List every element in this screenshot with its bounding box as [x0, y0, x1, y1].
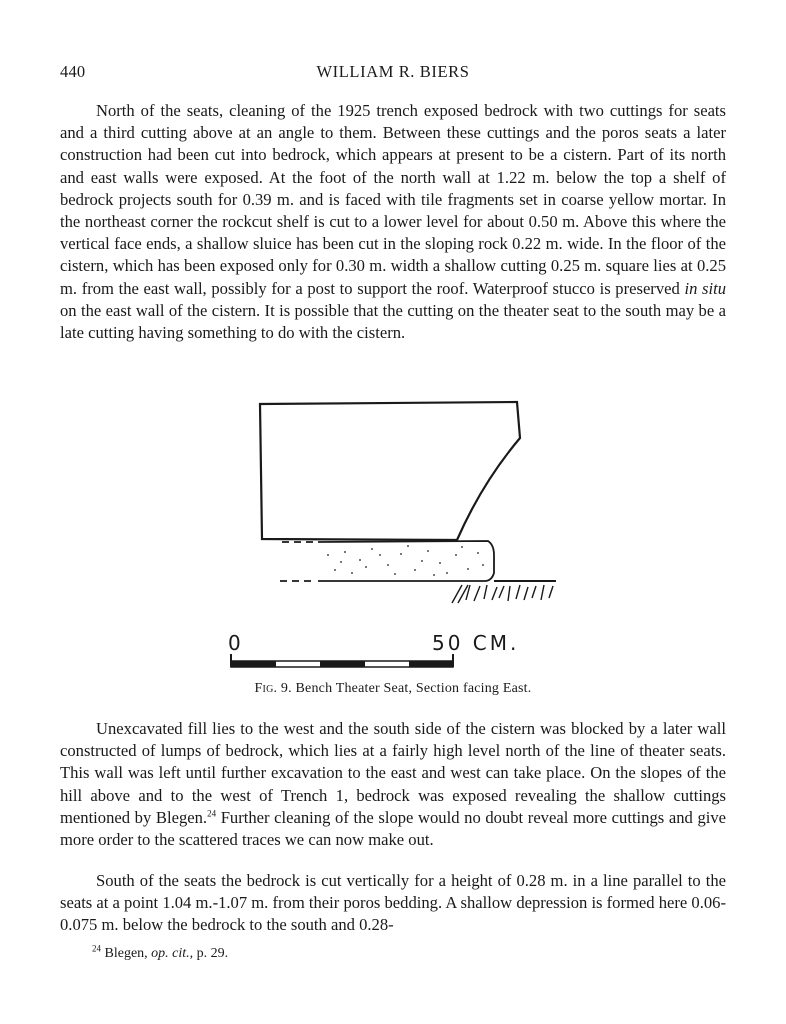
footnote-24	[92, 943, 229, 962]
paragraph-3-text: South of the seats the bedrock is cut vertically for a height of 0.28 m. in a line parallel to the seats at a point 1.04 m.-1.07 m. from their poros bedding. A shallow depression is formed here 0.06-0.075 m. below the bedrock to the south and 0.28-	[60, 871, 726, 935]
figure-9	[0, 395, 786, 705]
section-drawing	[0, 395, 786, 705]
bedrock-hatching	[452, 585, 553, 603]
footnote-italic: op. cit.,	[151, 946, 194, 961]
page-number: 440	[60, 62, 86, 81]
scale-label-zero: 0	[228, 631, 244, 655]
paragraph-2-end: Further cleaning of the slope would no doubt reveal more cuttings and give more order to the scattered traces we can now make out.	[60, 807, 727, 850]
paragraph-2-text: Unexcavated fill lies to the west and the south side of the cistern was blocked by a later wall constructed of lumps of bedrock, which lies at a fairly high level north of the line of theater seats. This wall was left until further excavation to the east and west can take place. On the slopes of the hill above and to the west of Trench 1, bedrock was exposed revealing the shallow cuttings mentioned by Blegen.	[60, 719, 726, 827]
footnote-ref-24[interactable]: 24	[207, 808, 217, 819]
page-header	[60, 62, 726, 86]
figure-caption-text: Bench Theater Seat, Section facing East.	[295, 681, 532, 696]
paragraph-1	[60, 100, 726, 344]
paragraph-1-text: North of the seats, cleaning of the 1925 trench exposed bedrock with two cuttings for seats and a third cutting above at an angle to them. Between these cuttings and the poros seats a later construction had been cut into bedrock, which appears at present to be a cistern. Part of its north and east walls were exposed. At the foot of the north wall at 1.22 m. below the top a shelf of bedrock projects south for 0.39 m. and is faced with tile fragments set in coarse yellow mortar. In the northeast corner the rockcut shelf is cut to a lower level for about 0.50 m. Above this where the vertical face ends, a shallow sluice has been cut in the sloping rock 0.22 m. wide. In the floor of the cistern, which has been exposed only for 0.30 m. width a shallow cutting 0.25 m. square lies at 0.25 m. from the east wall, possibly for a post to support the roof. Waterproof stucco is preserved	[60, 101, 726, 298]
footnote-number: 24	[92, 943, 101, 954]
scale-bar	[231, 654, 453, 667]
bedding-slab-outline	[318, 541, 494, 581]
seat-block-outline	[260, 402, 520, 540]
footnote-author: Blegen,	[104, 946, 148, 961]
paragraph-2	[60, 718, 726, 851]
footnote-rest: p. 29.	[196, 946, 229, 961]
paragraph-1-end: on the east wall of the cistern. It is possible that the cutting on the theater seat to the south may be a late cutting having something to do with the cistern.	[60, 300, 726, 343]
paragraph-3	[60, 870, 726, 937]
figure-caption-label: Fig. 9.	[254, 681, 292, 696]
paragraph-1-italic: in situ	[684, 278, 726, 298]
running-head: WILLIAM R. BIERS	[316, 62, 470, 81]
bedding-stipple	[327, 545, 484, 576]
scale-label-fifty: 50 CM.	[432, 631, 520, 655]
figure-caption	[0, 681, 786, 697]
